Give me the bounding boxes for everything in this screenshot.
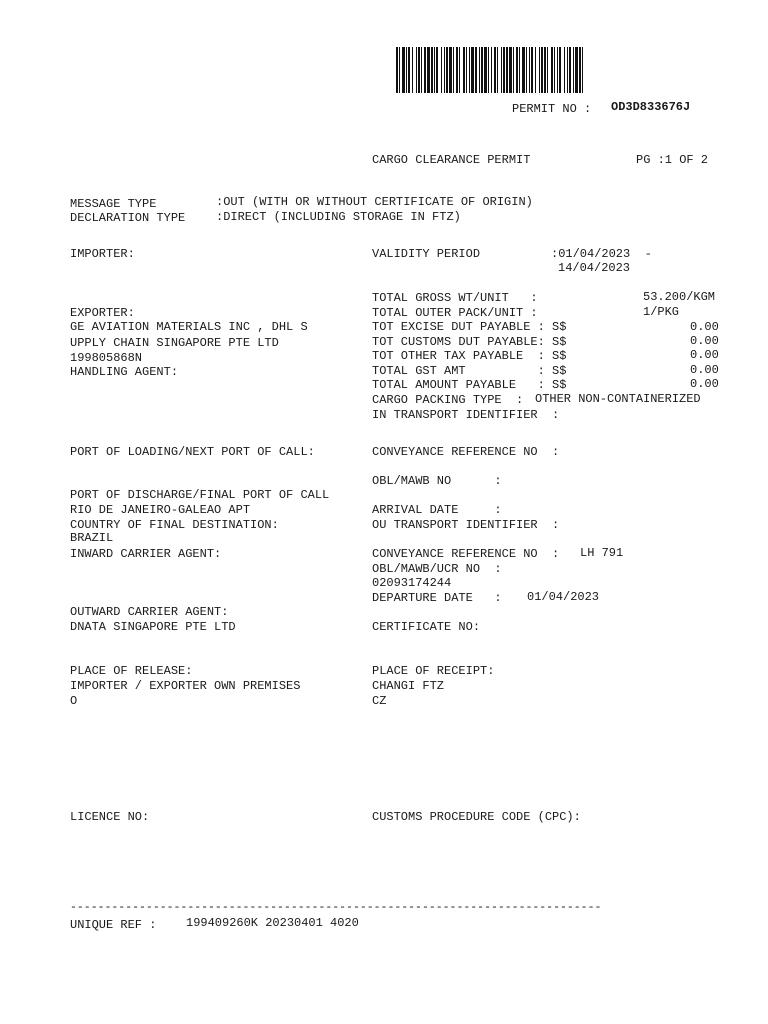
declaration-type-label: DECLARATION TYPE (70, 211, 186, 225)
port-of-loading-label: PORT OF LOADING/NEXT PORT OF CALL: (70, 445, 315, 459)
place-of-release-line2: O (70, 694, 78, 708)
exporter-name-line2: UPPLY CHAIN SINGAPORE PTE LTD (70, 336, 279, 350)
declaration-type-value: :DIRECT (INCLUDING STORAGE IN FTZ) (216, 210, 461, 224)
place-of-receipt-line1: CHANGI FTZ (372, 679, 445, 693)
inward-carrier-agent-label: INWARD CARRIER AGENT: (70, 547, 222, 561)
place-of-release-label: PLACE OF RELEASE: (70, 664, 193, 678)
page-indicator: PG :1 OF 2 (636, 153, 709, 167)
validity-to: 14/04/2023 (558, 261, 631, 275)
excise-duty-value: 0.00 (690, 320, 719, 334)
place-of-release-line1: IMPORTER / EXPORTER OWN PREMISES (70, 679, 301, 693)
country-final-destination-label: COUNTRY OF FINAL DESTINATION: (70, 518, 279, 532)
outward-carrier-agent-label: OUTWARD CARRIER AGENT: (70, 605, 229, 619)
footer-divider: ----------------------------------------------------------------------------- (70, 901, 602, 914)
obl-mawb-label: OBL/MAWB NO : (372, 474, 502, 488)
ou-transport-identifier-label: OU TRANSPORT IDENTIFIER : (372, 518, 560, 532)
cargo-packing-label: CARGO PACKING TYPE : (372, 393, 524, 407)
message-type-label: MESSAGE TYPE (70, 197, 157, 211)
departure-date-value: 01/04/2023 (527, 590, 600, 604)
cargo-packing-value: OTHER NON-CONTAINERIZED (535, 392, 701, 406)
total-outer-pack-label: TOTAL OUTER PACK/UNIT : (372, 306, 538, 320)
total-gst-label: TOTAL GST AMT : S$ (372, 364, 567, 378)
cpc-label: CUSTOMS PROCEDURE CODE (CPC): (372, 810, 581, 824)
total-amount-label: TOTAL AMOUNT PAYABLE : S$ (372, 378, 567, 392)
excise-duty-label: TOT EXCISE DUT PAYABLE : S$ (372, 320, 567, 334)
conveyance-ref-out-label: CONVEYANCE REFERENCE NO : (372, 547, 560, 561)
total-amount-value: 0.00 (690, 377, 719, 391)
certificate-no-label: CERTIFICATE NO: (372, 620, 481, 634)
permit-no-label: PERMIT NO : (512, 102, 592, 116)
place-of-receipt-line2: CZ (372, 694, 387, 708)
document-title: CARGO CLEARANCE PERMIT (372, 153, 531, 167)
exporter-label: EXPORTER: (70, 306, 135, 320)
conveyance-ref-out-value: LH 791 (580, 546, 624, 560)
customs-duty-label: TOT CUSTOMS DUT PAYABLE: S$ (372, 335, 567, 349)
place-of-receipt-label: PLACE OF RECEIPT: (372, 664, 495, 678)
country-final-destination-value: BRAZIL (70, 531, 114, 545)
other-tax-label: TOT OTHER TAX PAYABLE : S$ (372, 349, 567, 363)
message-type-value: :OUT (WITH OR WITHOUT CERTIFICATE OF ORIGIN) (216, 195, 533, 209)
exporter-name-line1: GE AVIATION MATERIALS INC , DHL S (70, 320, 308, 334)
handling-agent-label: HANDLING AGENT: (70, 365, 179, 379)
port-of-discharge-label: PORT OF DISCHARGE/FINAL PORT OF CALL (70, 488, 330, 502)
outward-carrier-agent-value: DNATA SINGAPORE PTE LTD (70, 620, 236, 634)
departure-date-label: DEPARTURE DATE : (372, 591, 502, 605)
unique-ref-label: UNIQUE REF : (70, 918, 157, 932)
licence-no-label: LICENCE NO: (70, 810, 150, 824)
total-gross-wt-label: TOTAL GROSS WT/UNIT : (372, 291, 538, 305)
arrival-date-label: ARRIVAL DATE : (372, 503, 502, 517)
port-of-discharge-value: RIO DE JANEIRO-GALEAO APT (70, 503, 251, 517)
total-gross-wt-value: 53.200/KGM (643, 290, 716, 304)
total-outer-pack-value: 1/PKG (643, 305, 680, 319)
total-gst-value: 0.00 (690, 363, 719, 377)
obl-mawb-ucr-value: 02093174244 (372, 576, 452, 590)
validity-from: :01/04/2023 - (551, 247, 652, 261)
exporter-uen: 199805868N (70, 351, 143, 365)
customs-duty-value: 0.00 (690, 334, 719, 348)
validity-period-label: VALIDITY PERIOD (372, 247, 481, 261)
conveyance-ref-in-label: CONVEYANCE REFERENCE NO : (372, 445, 560, 459)
in-transport-identifier-label: IN TRANSPORT IDENTIFIER : (372, 408, 560, 422)
unique-ref-value: 199409260K 20230401 4020 (186, 916, 359, 930)
barcode-icon (396, 47, 698, 93)
importer-label: IMPORTER: (70, 247, 135, 261)
permit-no-value: OD3D833676J (611, 100, 691, 114)
obl-mawb-ucr-label: OBL/MAWB/UCR NO : (372, 562, 502, 576)
other-tax-value: 0.00 (690, 348, 719, 362)
